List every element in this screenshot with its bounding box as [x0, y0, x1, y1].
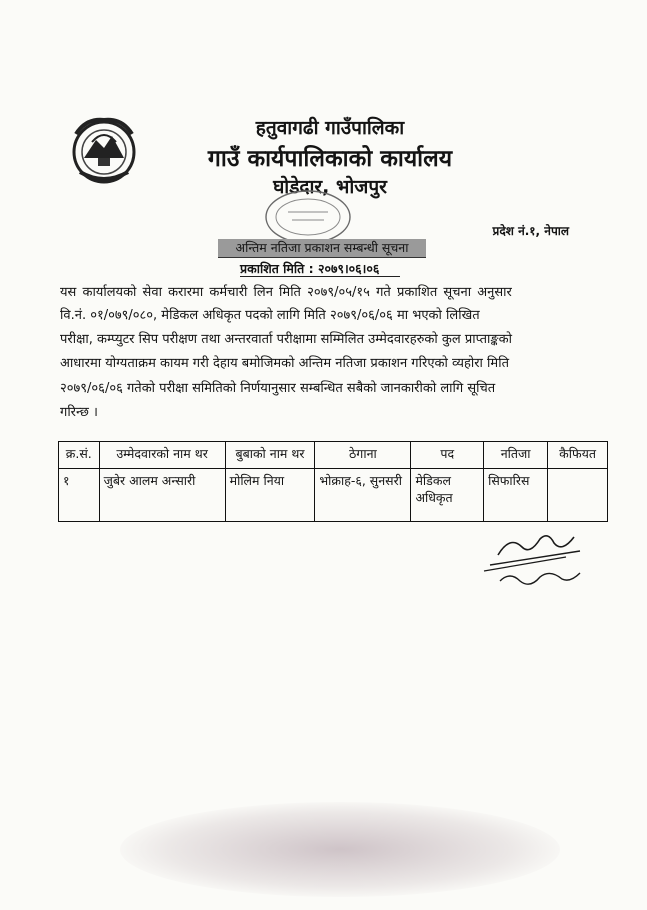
header-remarks: कैफियत — [548, 442, 608, 469]
handwritten-signature — [470, 525, 590, 590]
body-text-line: परीक्षा, कम्प्युटर सिप परीक्षण तथा अन्तरवार्ता परीक्षामा सम्मिलित उम्मेदवारहरुको कुल प्राप्ताङ्कको — [60, 332, 512, 347]
published-date: प्रकाशित मिति : २०७९।०६।०६ — [240, 261, 380, 276]
table-header-row — [59, 442, 608, 469]
results-table — [58, 441, 608, 522]
header-address: ठेगाना — [315, 442, 411, 469]
notice-title: अन्तिम नतिजा प्रकाशन सम्बन्धी सूचना — [218, 239, 426, 258]
table-row — [59, 469, 608, 522]
cell-remarks — [548, 469, 608, 522]
header-candidate-name: उम्मेदवारको नाम थर — [99, 442, 225, 469]
cell-serial: १ — [59, 469, 100, 522]
cell-father-name: मोलिम निया — [225, 469, 315, 522]
cell-post: मेडिकल अधिकृत — [411, 469, 484, 522]
cell-result: सिफारिस — [484, 469, 548, 522]
body-text-line: यस कार्यालयको सेवा करारमा कर्मचारी लिन मिति २०७९/०५/१५ गते प्रकाशित सूचना अनुसार — [60, 285, 512, 300]
cell-address: भोक्राह-६, सुनसरी — [315, 469, 411, 522]
province-label: प्रदेश नं.१, नेपाल — [492, 224, 569, 238]
office-name: गाउँ कार्यपालिकाको कार्यालय — [207, 146, 453, 172]
cell-candidate-name: जुबेर आलम अन्सारी — [99, 469, 225, 522]
body-text-line: आधारमा योग्यताक्रम कायम गरी देहाय बमोजिमको अन्तिम नतिजा प्रकाशन गरिएको व्यहोरा मिति — [60, 356, 509, 371]
header-result: नतिजा — [484, 442, 548, 469]
header-post: पद — [411, 442, 484, 469]
date-underline — [240, 276, 400, 277]
body-text-line: २०७९/०६/०६ गतेको परीक्षा समितिको निर्णयानुसार सम्बन्धित सबैको जानकारीको लागि सूचित — [60, 381, 496, 396]
office-address: घोडेदार, भोजपुर — [273, 176, 387, 198]
body-text-line: वि.नं. ०१/०७९/०८०, मेडिकल अधिकृत पदको लागि मिति २०७९/०६/०६ मा भएको लिखित — [60, 308, 480, 323]
header-father-name: बुबाको नाम थर — [225, 442, 315, 469]
header-serial: क्र.सं. — [59, 442, 100, 469]
municipality-name: हतुवागढी गाउँपालिका — [255, 117, 405, 139]
nepal-emblem-icon — [62, 112, 146, 188]
scan-smudge — [120, 802, 560, 897]
body-text-line: गरिन्छ । — [60, 405, 98, 420]
